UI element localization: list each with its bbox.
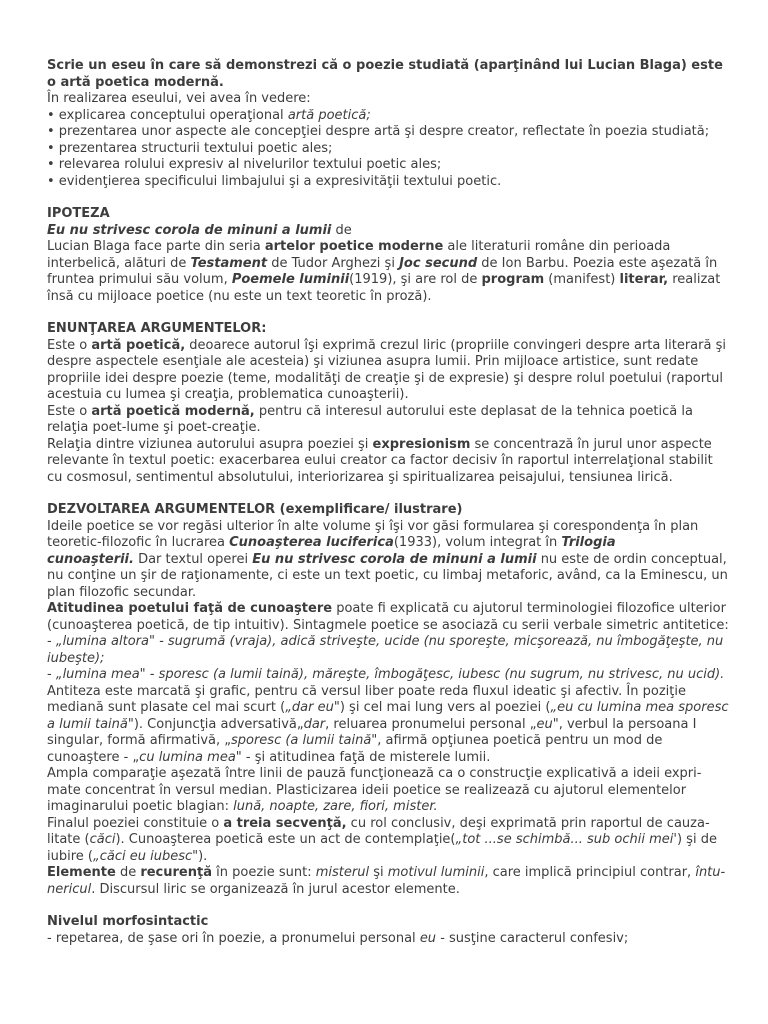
section-heading-morfosintactic: Nivelul morfosintactic xyxy=(47,914,209,929)
section-heading-enuntarea: ENUNŢAREA ARGUMENTELOR: xyxy=(47,321,267,336)
dezvoltarea-paragraph: Ideile poetice se vor regăsi ulterior în alte volume şi îşi vor găsi formularea şi corespondenţa în plan teoretic-filozofic în lucrarea Cunoaşterea luciferica(1933), volum integrat în Trilogia cunoaşterii. Dar textul operei Eu nu strivesc corola de minuni a lumii nu este de ordin conceptual, nu conţine un şir de raţionamente, ci este un text poetic, cu limbaj metaforic, având, ca la Eminescu, un plan filozofic secundar. xyxy=(47,518,728,600)
task-item: • evidenţierea specificului limbajului şi a expresivităţii textului poetic. xyxy=(47,173,502,189)
enuntarea-paragraph: Este o artă poetică, deoarece autorul îşi exprimă crezul liric (propriile convingeri despre arta literară şi despre aspectele esenţiale ale acesteia) şi viziunea asupra lumii. Prin mijloace artistice, sunt redate propriile idei despre poezie (teme, modalităţi de creaţie şi de expresie) şi despre rolul poetului (raportul acestuia cu lumea şi creaţia, problematica cunoaşterii). xyxy=(47,337,726,402)
enuntarea-paragraph: Este o artă poetică modernă, pentru că interesul autorului este deplasat de la tehnica poetică la relaţia poet-lume şi poet-creaţie. xyxy=(47,403,693,435)
morfo-paragraph: - repetarea, de şase ori în poezie, a pronumelui personal eu - susţine caracterul confesiv; xyxy=(47,930,629,946)
task-intro: În realizarea eseului, vei avea în vedere: xyxy=(47,91,311,106)
task-item: • prezentarea structurii textului poetic ales; xyxy=(47,140,333,156)
dezvoltarea-paragraph: Finalul poeziei constituie o a treia secvenţă, cu rol conclusiv, deşi exprimată prin raportul de cauza- litate (căci). Cunoaşterea poetică este un act de contemplaţie(„tot ...se schimbă... sub ochii mei') şi de iubire („căci eu iubesc"). xyxy=(47,815,717,864)
dezvoltarea-paragraph: Ampla comparaţie aşezată între linii de pauză funcţionează ca o construcţie explicativă a ideii expri- mate concentrat în versul median. Plasticizarea ideii poetice se realizează cu ajutorul elementelor imaginarului poetic blagian: lună, noapte, zare, fiori, mister. xyxy=(47,766,702,814)
enuntarea-paragraph: Relaţia dintre viziunea autorului asupra poeziei şi expresionism se concentrază în jurul unor aspecte relevante în textul poetic: exacerbarea eului creator ca factor decisiv în raportul interrelaţional stabilit cu cosmosul, sentimentul absolutului, interiorizarea şi spiritualizarea peisajului, tensiunea lirică. xyxy=(47,436,713,485)
task-item: • prezentarea unor aspecte ale concepţiei despre artă şi despre creator, reflectate în poezia studiată; xyxy=(47,124,710,139)
section-heading-dezvoltarea: DEZVOLTAREA ARGUMENTELOR (exemplificare/ ilustrare) xyxy=(47,502,463,517)
ipoteza-paragraph: Eu nu strivesc corola de minuni a lumii de Lucian Blaga face parte din seria artelor poetice moderne ale literaturii române din perioada interbelică, alături de Testament de Tudor Arghezi şi Joc secund de Ion Barbu. Poezia este aşezată în fruntea primului său volum, Poemele luminii(1919), şi are rol de program (manifest) literar, realizat însă cu mijloace poetice (nu este un text teoretic în proză). xyxy=(47,222,721,304)
antithesis-line: - „lumina altora" - sugrumă (vraja), adică striveşte, ucide (nu sporeşte, micşorează, nu îmbogăţeşte, nu iubeşte); xyxy=(47,634,724,666)
task-title: Scrie un eseu în care să demonstrezi că o poezie studiată (aparţinând lui Lucian Blaga) este o artă poetica modernă. xyxy=(47,58,723,90)
section-heading-ipoteza: IPOTEZA xyxy=(47,206,110,221)
dezvoltarea-paragraph: Antiteza este marcată şi grafic, pentru că versul liber poate reda fluxul ideatic şi afectiv. În poziţie mediană sunt plasate cel mai scurt („dar eu") şi cel mai lung vers al poeziei („eu cu lumina mea sporesc a lumii taină"). Conjuncţia adversativă„dar, reluarea pronumelui personal „eu", verbul la persoana I singular, formă afirmativă, „sporesc (a lumii taină", afirmă opţiunea poetică pentru un mod de cunoaştere - „cu lumina mea" - şi atitudinea faţă de misterele lumii. xyxy=(47,683,729,765)
antithesis-line: - „lumina mea" - sporesc (a lumii taină), măreşte, îmbogăţesc, iubesc (nu sugrum, nu strivesc, nu ucid). xyxy=(47,667,725,682)
task-item: • relevarea rolului expresiv al nivelurilor textului poetic ales; xyxy=(47,157,442,172)
essay-page xyxy=(47,58,732,947)
dezvoltarea-paragraph: Elemente de recurenţă în poezie sunt: misterul şi motivul luminii, care implică principiul contrar, întu- nericul. Discursul liric se organizează în jurul acestor elemente. xyxy=(47,865,726,897)
dezvoltarea-paragraph: Atitudinea poetului faţă de cunoaştere poate fi explicată cu ajutorul terminologiei filozofice ulterior (cunoaşterea poetică, de tip intuitiv). Sintagmele poetice se asociază cu serii verbale simetric antitetice: xyxy=(47,601,729,633)
task-item: • explicarea conceptului operaţional artă poetică; xyxy=(47,107,371,123)
